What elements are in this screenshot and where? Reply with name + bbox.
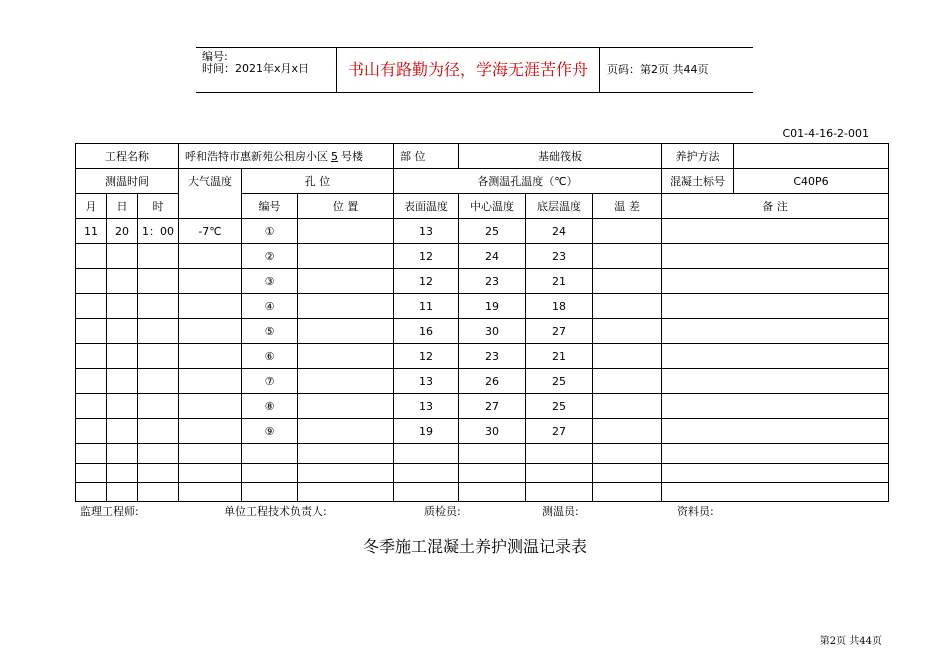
curing-value: [734, 144, 889, 169]
cell-remark: [662, 464, 889, 483]
cell-remark: [662, 269, 889, 294]
cell-surface: [394, 464, 459, 483]
month-label: 月: [76, 194, 107, 219]
cell-air: [179, 244, 242, 269]
cell-hour: [138, 369, 179, 394]
cell-remark: [662, 483, 889, 502]
table-row: [76, 483, 889, 502]
cell-surface: 19: [394, 419, 459, 444]
doc-code: C01-4-16-2-001: [782, 127, 869, 140]
cell-no: ①: [242, 219, 298, 244]
cell-hour: 1：00: [138, 219, 179, 244]
number-col-label: 编号: [242, 194, 298, 219]
cell-surface: 16: [394, 319, 459, 344]
cell-bottom: 21: [526, 269, 593, 294]
cell-hour: [138, 444, 179, 464]
cell-day: [107, 244, 138, 269]
cell-pos: [298, 369, 394, 394]
curing-label: 养护方法: [662, 144, 734, 169]
cell-month: [76, 444, 107, 464]
cell-diff: [593, 444, 662, 464]
cell-remark: [662, 244, 889, 269]
part-value: 基础筏板: [459, 144, 662, 169]
cell-surface: 12: [394, 269, 459, 294]
cell-center: 25: [459, 219, 526, 244]
project-label: 工程名称: [76, 144, 179, 169]
cell-surface: 13: [394, 369, 459, 394]
table-row: [76, 344, 889, 369]
cell-diff: [593, 419, 662, 444]
cell-surface: [394, 444, 459, 464]
cell-month: [76, 394, 107, 419]
cell-center: [459, 483, 526, 502]
project-value: [179, 144, 394, 169]
cell-bottom: 23: [526, 244, 593, 269]
cell-surface: 13: [394, 394, 459, 419]
page-footer: 第2页 共44页: [819, 636, 882, 647]
cell-month: [76, 344, 107, 369]
cell-remark: [662, 344, 889, 369]
cell-air: [179, 419, 242, 444]
cell-center: 30: [459, 319, 526, 344]
cell-month: [76, 319, 107, 344]
cell-diff: [593, 369, 662, 394]
cell-day: [107, 344, 138, 369]
cell-remark: [662, 444, 889, 464]
measure-header-row: [76, 169, 889, 194]
project-value-suffix: 号楼: [341, 150, 363, 163]
day-label: 日: [107, 194, 138, 219]
surface-label: 表面温度: [394, 194, 459, 219]
cell-remark: [662, 394, 889, 419]
table-row: [76, 319, 889, 344]
cell-pos: [298, 483, 394, 502]
cell-day: [107, 394, 138, 419]
measurer-label: 测温员:: [542, 505, 579, 518]
supervisor-label: 监理工程师:: [80, 505, 139, 518]
cell-air: -7℃: [179, 219, 242, 244]
cell-hour: [138, 419, 179, 444]
cell-no: [242, 464, 298, 483]
cell-diff: [593, 319, 662, 344]
cell-month: [76, 244, 107, 269]
cell-day: [107, 319, 138, 344]
cell-surface: 13: [394, 219, 459, 244]
cell-no: ④: [242, 294, 298, 319]
table-row: [76, 444, 889, 464]
remark-label: 备 注: [662, 194, 889, 219]
cell-hour: [138, 244, 179, 269]
cell-bottom: 25: [526, 394, 593, 419]
cell-pos: [298, 294, 394, 319]
cell-center: 26: [459, 369, 526, 394]
cell-remark: [662, 294, 889, 319]
cell-surface: 12: [394, 344, 459, 369]
cell-day: 20: [107, 219, 138, 244]
cell-hour: [138, 464, 179, 483]
cell-center: 30: [459, 419, 526, 444]
cell-air: [179, 344, 242, 369]
cell-bottom: 27: [526, 419, 593, 444]
cell-remark: [662, 319, 889, 344]
grade-value: C40P6: [734, 169, 889, 194]
hole-temps-label: 各测温孔温度（℃）: [394, 169, 662, 194]
hole-position-label: 孔 位: [242, 169, 394, 194]
cell-no: ⑨: [242, 419, 298, 444]
position-col-label: 位 置: [298, 194, 394, 219]
cell-no: [242, 444, 298, 464]
cell-air: [179, 464, 242, 483]
cell-no: ⑧: [242, 394, 298, 419]
cell-air: [179, 394, 242, 419]
cell-day: [107, 369, 138, 394]
archivist-label: 资料员:: [677, 505, 714, 518]
grade-label: 混凝土标号: [662, 169, 734, 194]
form-title: 冬季施工混凝土养护测温记录表: [362, 537, 587, 556]
table-row: [76, 369, 889, 394]
cell-pos: [298, 444, 394, 464]
air-temp-label: 大气温度: [179, 169, 242, 219]
cell-remark: [662, 419, 889, 444]
cell-hour: [138, 319, 179, 344]
cell-day: [107, 269, 138, 294]
time-label: 时间：2021年x月x日: [202, 62, 310, 75]
cell-bottom: 25: [526, 369, 593, 394]
cell-diff: [593, 344, 662, 369]
cell-no: ⑤: [242, 319, 298, 344]
cell-pos: [298, 319, 394, 344]
temperature-record-table: [75, 143, 889, 502]
cell-no: ③: [242, 269, 298, 294]
cell-pos: [298, 344, 394, 369]
cell-month: [76, 419, 107, 444]
cell-day: [107, 464, 138, 483]
cell-day: [107, 444, 138, 464]
cell-bottom: [526, 444, 593, 464]
cell-hour: [138, 269, 179, 294]
cell-day: [107, 483, 138, 502]
number-label: 编号:: [202, 50, 228, 63]
cell-center: [459, 444, 526, 464]
cell-diff: [593, 483, 662, 502]
cell-air: [179, 444, 242, 464]
header-left: [202, 51, 309, 75]
table-row: [76, 419, 889, 444]
cell-no: ②: [242, 244, 298, 269]
cell-month: [76, 369, 107, 394]
center-label: 中心温度: [459, 194, 526, 219]
table-row: [76, 394, 889, 419]
header-motto: 书山有路勤为径，学海无涯苦作舟: [336, 48, 600, 92]
page-header: [196, 47, 753, 93]
cell-month: 11: [76, 219, 107, 244]
cell-no: ⑦: [242, 369, 298, 394]
cell-air: [179, 369, 242, 394]
cell-remark: [662, 219, 889, 244]
table-row: [76, 244, 889, 269]
table-row: [76, 464, 889, 483]
cell-day: [107, 419, 138, 444]
cell-air: [179, 483, 242, 502]
cell-bottom: [526, 464, 593, 483]
cell-center: 24: [459, 244, 526, 269]
project-value-prefix: 呼和浩特市惠新苑公租房小区: [185, 150, 328, 163]
cell-remark: [662, 369, 889, 394]
cell-center: 23: [459, 344, 526, 369]
cell-month: [76, 483, 107, 502]
hour-label: 时: [138, 194, 179, 219]
cell-hour: [138, 344, 179, 369]
diff-label: 温 差: [593, 194, 662, 219]
cell-surface: 12: [394, 244, 459, 269]
cell-center: 23: [459, 269, 526, 294]
cell-bottom: 27: [526, 319, 593, 344]
cell-no: [242, 483, 298, 502]
cell-day: [107, 294, 138, 319]
header-page-code: 页码：第2页 共44页: [607, 63, 709, 76]
cell-bottom: 18: [526, 294, 593, 319]
cell-pos: [298, 419, 394, 444]
cell-air: [179, 269, 242, 294]
cell-diff: [593, 219, 662, 244]
cell-diff: [593, 269, 662, 294]
cell-month: [76, 464, 107, 483]
table-row: [76, 294, 889, 319]
cell-bottom: [526, 483, 593, 502]
cell-hour: [138, 483, 179, 502]
project-row: [76, 144, 889, 169]
cell-air: [179, 319, 242, 344]
measure-time-label: 测温时间: [76, 169, 179, 194]
cell-hour: [138, 294, 179, 319]
table-row: [76, 219, 889, 244]
cell-pos: [298, 464, 394, 483]
cell-center: 19: [459, 294, 526, 319]
cell-bottom: 24: [526, 219, 593, 244]
cell-bottom: 21: [526, 344, 593, 369]
project-value-building: 5: [331, 150, 338, 163]
table-row: [76, 269, 889, 294]
cell-surface: [394, 483, 459, 502]
cell-diff: [593, 244, 662, 269]
cell-month: [76, 269, 107, 294]
cell-pos: [298, 394, 394, 419]
cell-pos: [298, 269, 394, 294]
cell-month: [76, 294, 107, 319]
cell-pos: [298, 219, 394, 244]
part-label: 部 位: [394, 144, 459, 169]
cell-diff: [593, 464, 662, 483]
cell-hour: [138, 394, 179, 419]
cell-air: [179, 294, 242, 319]
cell-diff: [593, 394, 662, 419]
cell-surface: 11: [394, 294, 459, 319]
cell-diff: [593, 294, 662, 319]
bottom-label: 底层温度: [526, 194, 593, 219]
cell-center: [459, 464, 526, 483]
cell-no: ⑥: [242, 344, 298, 369]
cell-center: 27: [459, 394, 526, 419]
cell-pos: [298, 244, 394, 269]
inspector-label: 质检员:: [424, 505, 461, 518]
tech-lead-label: 单位工程技术负责人:: [224, 505, 327, 518]
